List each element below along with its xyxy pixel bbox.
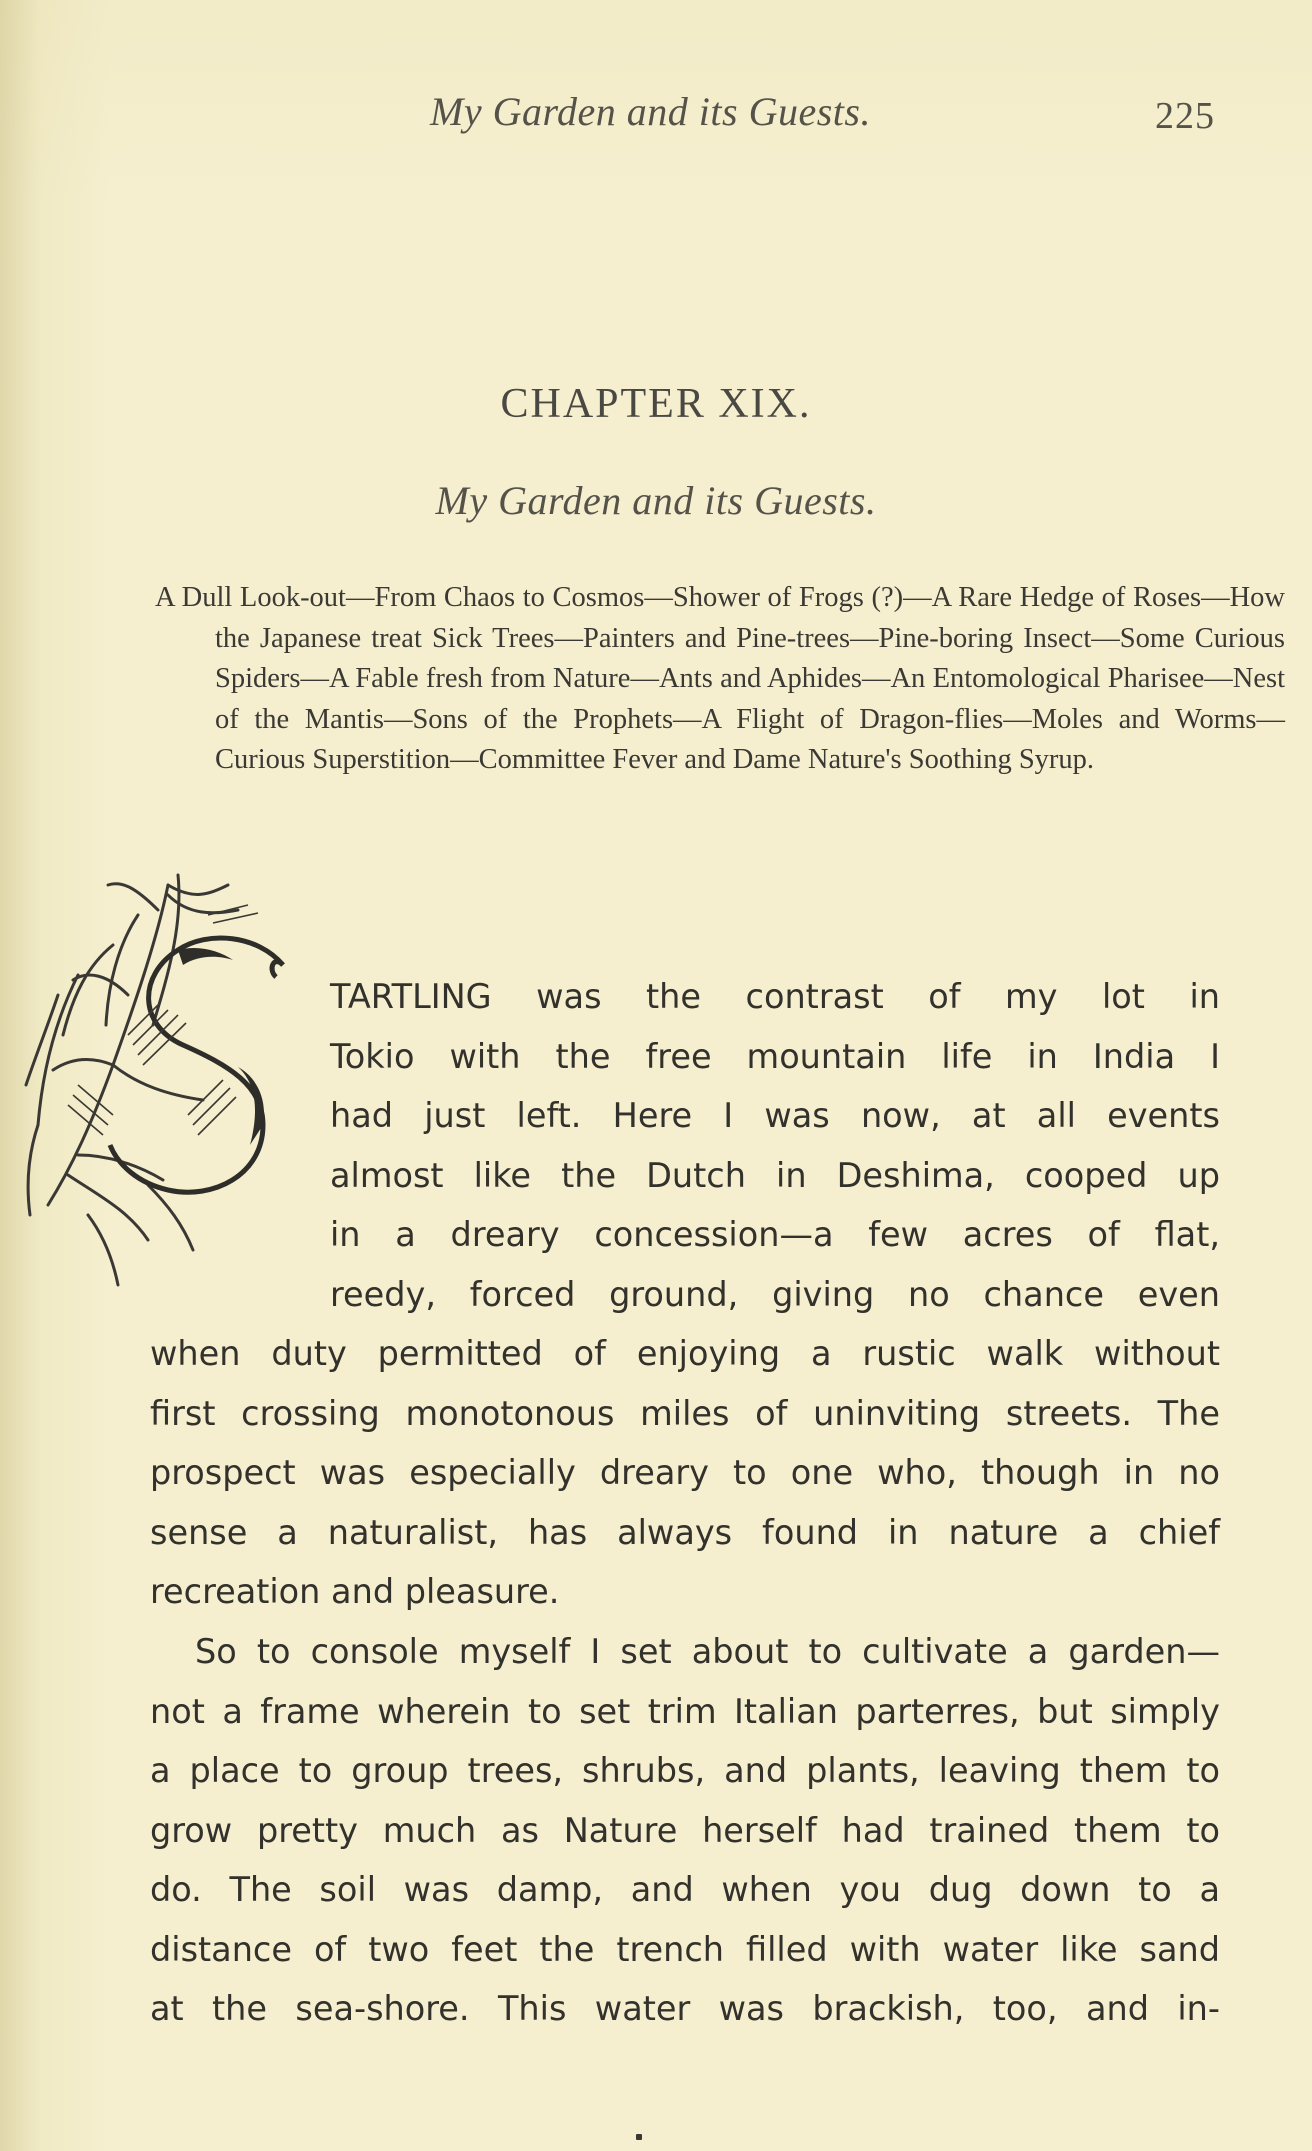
running-head: [0, 88, 1312, 138]
text-line: TARTLING was the contrast of my lot in: [330, 977, 1220, 1016]
text-line: first crossing monotonous miles of uninviting streets. The: [150, 1393, 1220, 1433]
paragraph-1-continuation: [150, 1324, 1220, 1622]
text-line: almost like the Dutch in Deshima, cooped up: [330, 1155, 1220, 1195]
text-line: when duty permitted of enjoying a rustic walk without: [150, 1334, 1220, 1373]
page-number: 225: [1155, 95, 1215, 137]
print-mark: [636, 2134, 642, 2140]
paragraph-1-opening: [330, 967, 1220, 1324]
ornamental-s-dropcap-icon: [18, 855, 328, 1305]
text-line: distance of two feet the trench filled with water like sand: [150, 1929, 1220, 1969]
text-line: So to console myself I set about to cultivate a garden—: [195, 1632, 1220, 1671]
paragraph-2: [150, 1622, 1220, 2039]
text-line: a place to group trees, shrubs, and plants, leaving them to: [150, 1751, 1220, 1790]
text-line: recreation and pleasure.: [150, 1572, 560, 1611]
chapter-synopsis: A Dull Look-out—From Chaos to Cosmos—Shower of Frogs (?)—A Rare Hedge of Roses—How the Japanese treat Sick Trees—Painters and Pine-trees—Pine-boring Insect—Some Curious Spiders—A Fable fresh from Nature—Ants and Aphides—An Entomological Pharisee—Nest of the Mantis—Sons of the Prophets—A Flight of Dragon-flies—Moles and Worms—Curious Superstition—Committee Fever and Dame Nature's Soothing Syrup.: [155, 582, 1285, 775]
text-line: at the sea-shore. This water was brackish, too, and in-: [150, 1989, 1220, 2028]
text-line: in a dreary concession—a few acres of flat,: [330, 1215, 1220, 1254]
text-line: grow pretty much as Nature herself had trained them to: [150, 1810, 1220, 1850]
text-line: sense a naturalist, has always found in nature a chief: [150, 1512, 1220, 1552]
text-line: reedy, forced ground, giving no chance even: [330, 1274, 1220, 1314]
chapter-heading: CHAPTER XIX.: [500, 381, 812, 427]
text-line: do. The soil was damp, and when you dug down to a: [150, 1870, 1220, 1909]
text-line: not a frame wherein to set trim Italian parterres, but simply: [150, 1691, 1220, 1731]
text-line: prospect was especially dreary to one who, though in no: [150, 1453, 1220, 1492]
text-line: had just left. Here I was now, at all events: [330, 1096, 1220, 1135]
chapter-title: My Garden and its Guests.: [435, 478, 877, 523]
running-head-title: My Garden and its Guests.: [430, 89, 871, 134]
text-line: Tokio with the free mountain life in India I: [330, 1036, 1220, 1076]
